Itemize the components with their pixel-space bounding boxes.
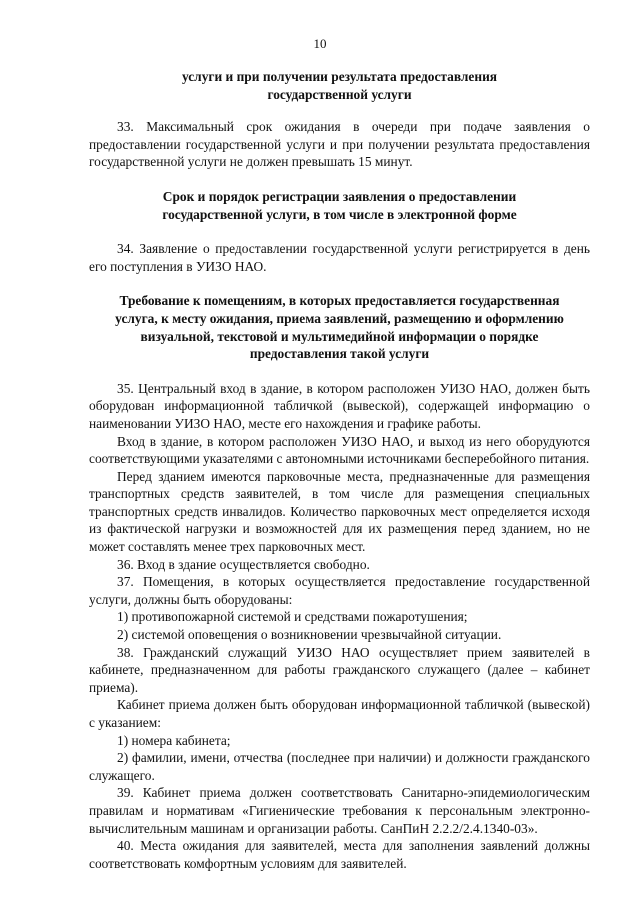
list-item: 1) номера кабинета; [117,732,231,748]
paragraph: 37. Помещения, в которых осуществляется предоставление государственной услуги, должны быть оборудованы: [89,574,590,607]
paragraph: 36. Вход в здание осуществляется свободно. [117,556,370,572]
paragraph-34: 34. Заявление о предоставлении государственной услуги регистрируется в день его поступления в УИЗО НАО. [89,241,590,274]
paragraph: 35. Центральный вход в здание, в котором расположен УИЗО НАО, должен быть оборудован информационной табличкой (вывеской), содержащей информацию о наименовании УИЗО НАО, месте его нахождения и графике работы. [89,380,590,431]
list-item: 2) фамилии, имени, отчества (последнее при наличии) и должности гражданского служащего. [89,750,590,783]
paragraph: Перед зданием имеются парковочные места, предназначенные для размещения транспортных средств заявителей, в том числе для размещения специальных транспортных средств инвалидов. Количество парковочных мест определяется исходя из фактической нагрузки и возможностей для их размещения перед зданием, но не может составлять менее трех парковочных мест. [89,468,590,555]
section-heading-registration: Срок и порядок регистрации заявления о предоставлении государственной услуги, в том числе в электронной форме [162,188,517,222]
list-item: 2) системой оповещения о возникновении чрезвычайной ситуации. [117,627,502,643]
paragraph: Кабинет приема должен быть оборудован информационной табличкой (вывеской) с указанием: [89,697,590,730]
section-heading-premises: Требование к помещениям, в которых предоставляется государственная услуга, к месту ожидания, приема заявлений, размещению и оформлению визуальной, текстовой и мультимедийной информации о порядке предоставления такой услуги [115,293,564,362]
premises-paragraphs [89,380,590,873]
paragraph: 39. Кабинет приема должен соответствовать Санитарно-эпидемиологическим правилам и нормативам «Гигиенические требования к персональным электронно-вычислительным машинам и организации работы. СанПиН 2.2.2/2.4.1340-03». [89,785,590,836]
paragraph: 40. Места ожидания для заявителей, места для заполнения заявлений должны соответствовать комфортным условиям для заявителей. [89,838,590,871]
section-heading-continuation: услуги и при получении результата предоставления государственной услуги [181,69,498,102]
paragraph: Вход в здание, в котором расположен УИЗО НАО, и выход из него оборудуются соответствующими указателями с автономными источниками бесперебойного питания. [89,433,590,467]
page-number: 10 [313,36,327,51]
page-content [89,68,590,872]
paragraph: 38. Гражданский служащий УИЗО НАО осуществляет прием заявителей в кабинете, предназначенном для работы гражданского служащего (далее – кабинет приема). [89,644,590,695]
list-item: 1) противопожарной системой и средствами пожаротушения; [117,609,468,625]
paragraph-33: 33. Максимальный срок ожидания в очереди при подаче заявления о предоставлении государственной услуги и при получении результата предоставления государственной услуги не должен превышать 15 минут. [89,119,590,170]
